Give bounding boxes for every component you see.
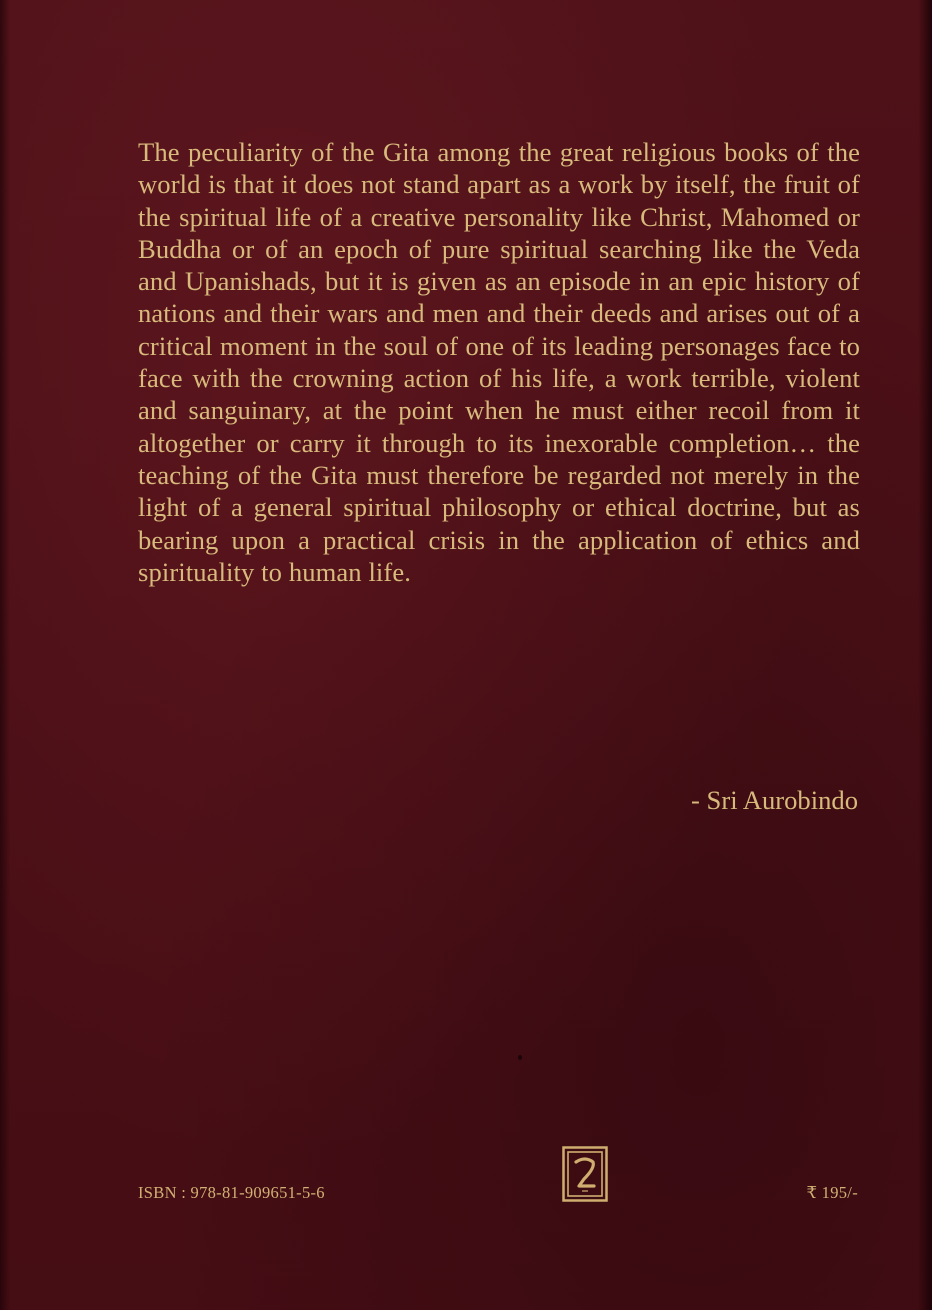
cover-quote-text: The peculiarity of the Gita among the great religious books of the world is that it does not stand apart as a work by itself, the fruit of the spiritual life of a creative personality like Christ, Mahomed or Buddha or of an epoch of pure spiritual searching like the Veda and Upanishads, but it is given as an episode in an epic history of nations and their wars and men and their deeds and arises out of a critical moment in the soul of one of its leading personages face to face with the crowning action of his life, a work terrible, violent and sanguinary, at the point when he must either recoil from it altogether or carry it through to its inexorable completion… the teaching of the Gita must therefore be regarded not merely in the light of a general spiritual philosophy or ethical doctrine, but as bearing upon a practical crisis in the application of ethics and spirituality to human life. bbox=[138, 137, 860, 587]
cover-speck bbox=[518, 1055, 522, 1060]
quote-author: - Sri Aurobindo bbox=[691, 785, 858, 815]
cover-left-edge-shadow bbox=[0, 0, 10, 1310]
isbn-number: ISBN : 978-81-909651-5-6 bbox=[138, 1183, 325, 1202]
book-price: ₹ 195/- bbox=[806, 1183, 858, 1202]
publisher-logo-icon bbox=[562, 1146, 608, 1202]
cover-right-edge-shadow bbox=[918, 0, 932, 1310]
